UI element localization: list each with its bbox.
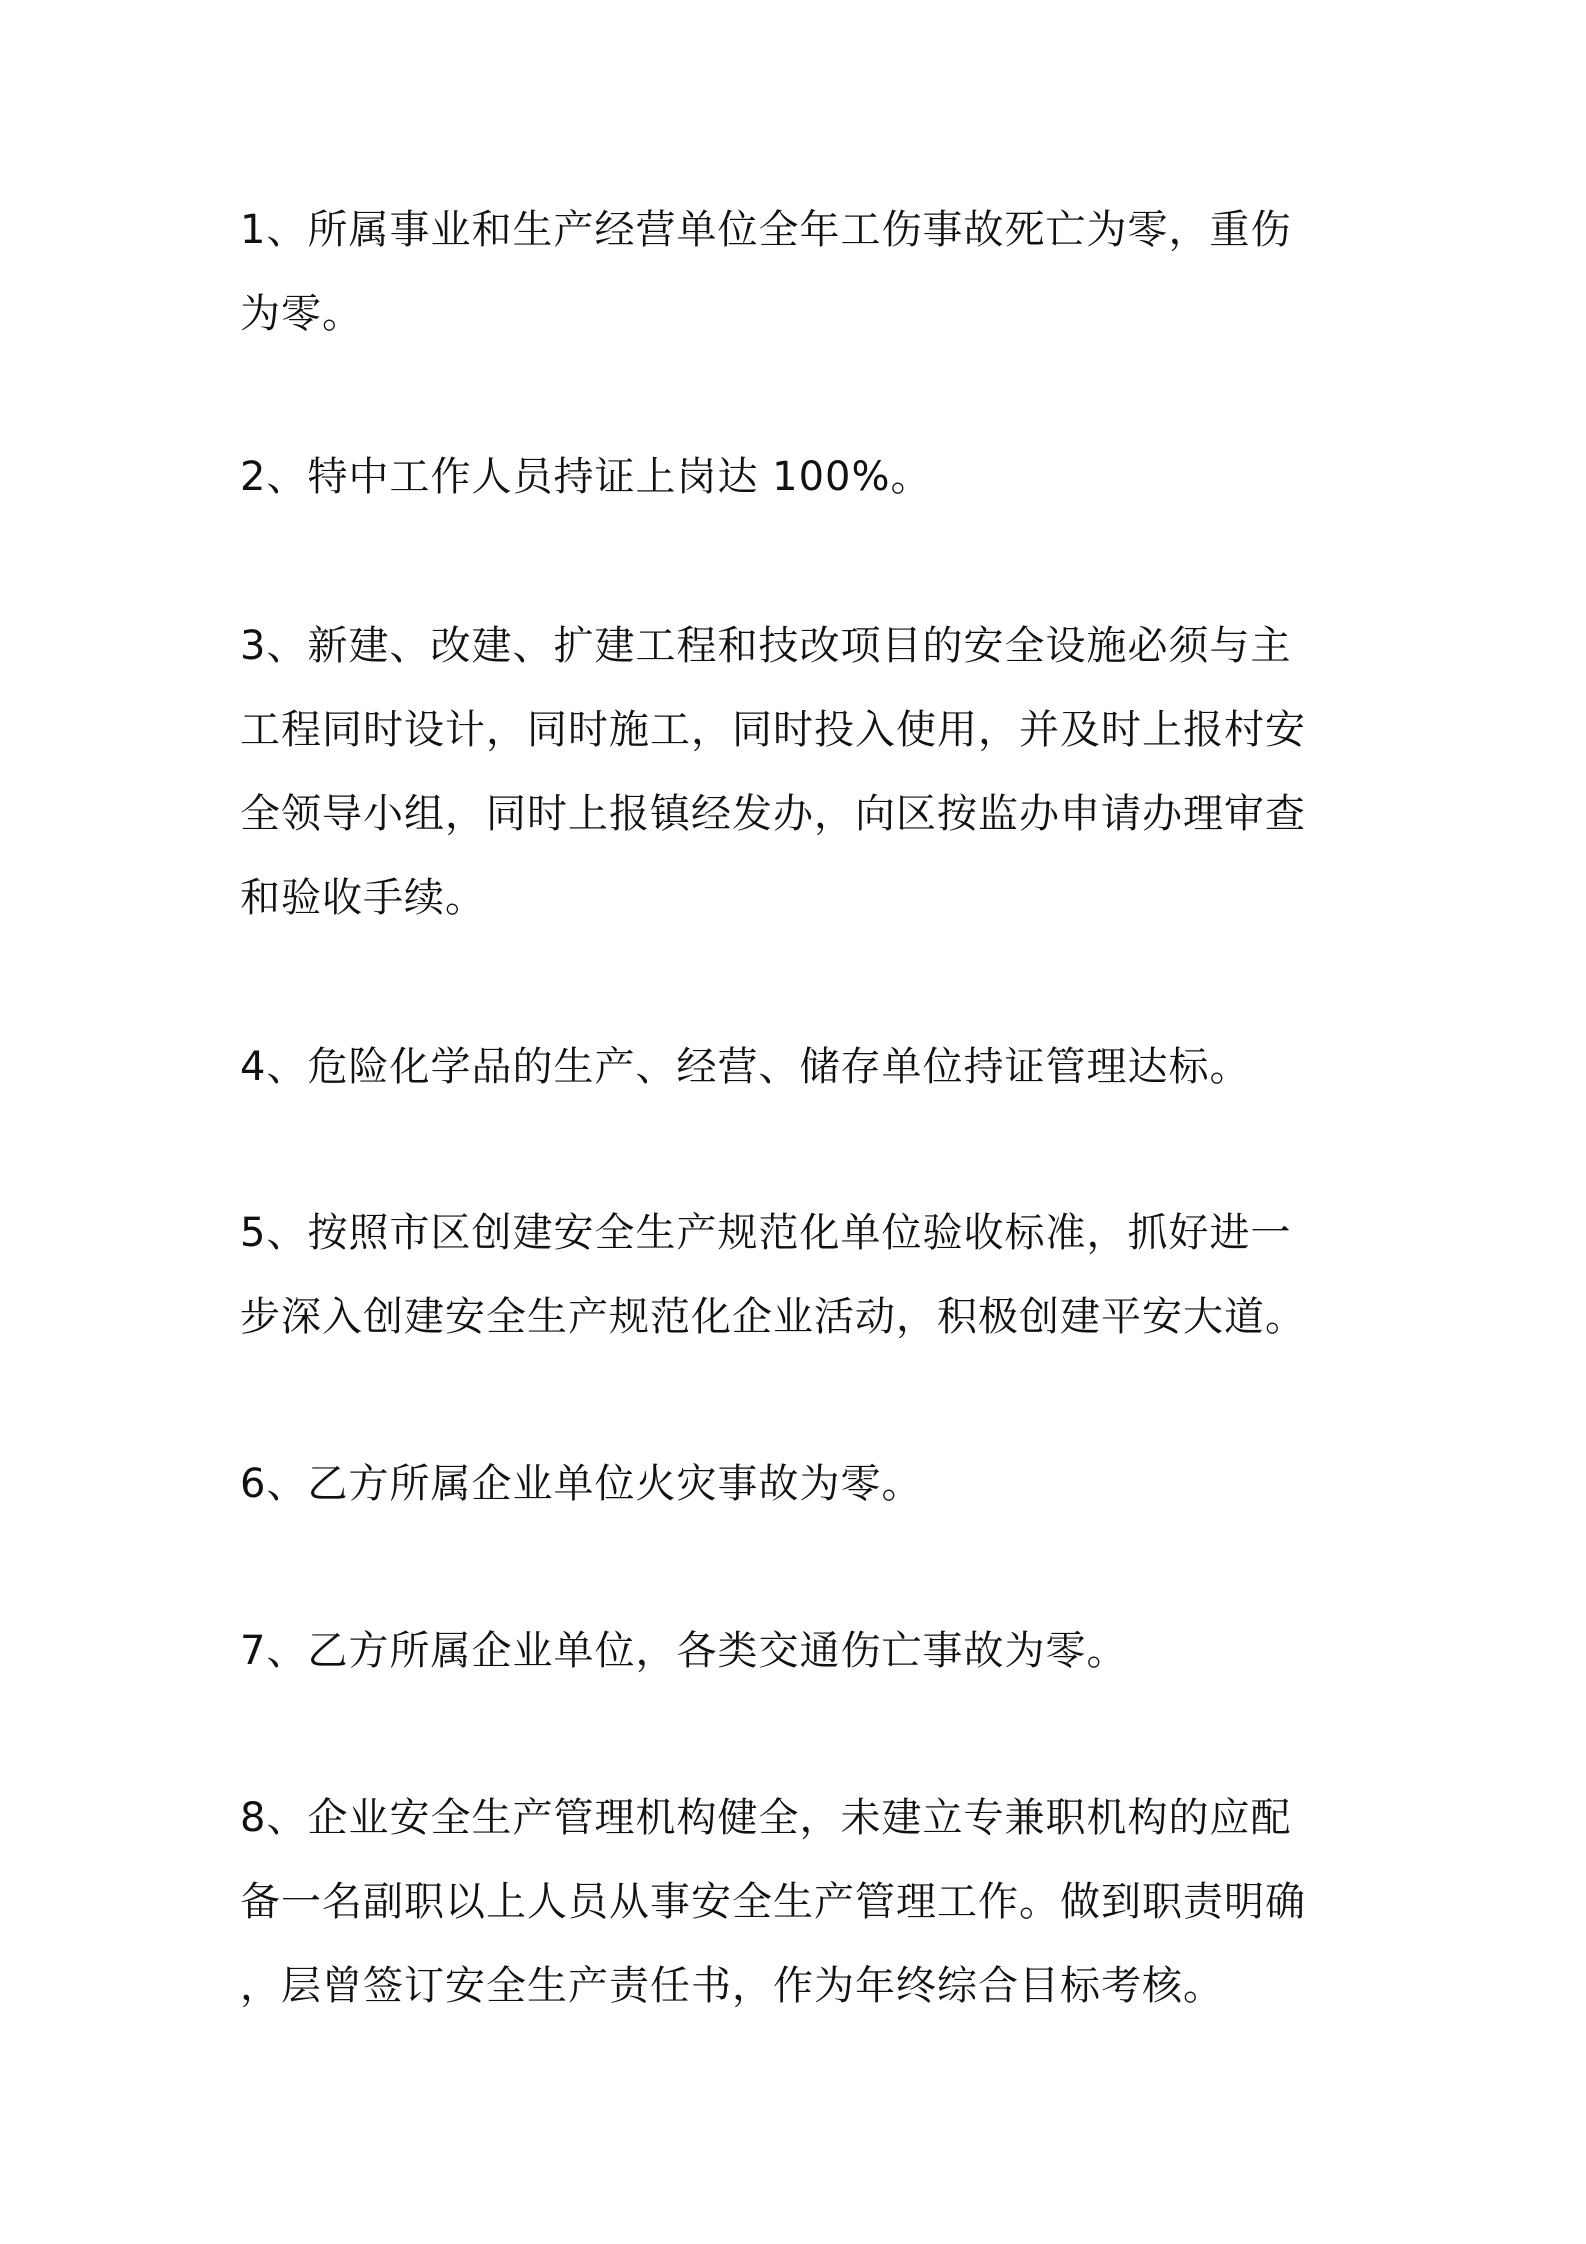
item-8-line-1: 8、企业安全生产管理机构健全，未建立专兼职机构的应配 xyxy=(240,1795,1292,1841)
item-4-line-1: 4、危险化学品的生产、经营、储存单位持证管理达标。 xyxy=(240,1044,1251,1090)
list-item-8 xyxy=(240,1776,1360,2028)
list-item-4 xyxy=(240,1025,1360,1109)
list-item-7 xyxy=(240,1609,1360,1693)
item-2-line-1: 2、特中工作人员持证上岗达 100%。 xyxy=(240,454,932,500)
item-3-line-3: 全领导小组，同时上报镇经发办，向区按监办申请办理审查 xyxy=(240,791,1306,837)
item-5-line-1: 5、按照市区创建安全生产规范化单位验收标准，抓好进一 xyxy=(240,1210,1292,1256)
item-1-line-1: 1、所属事业和生产经营单位全年工伤事故死亡为零，重伤 xyxy=(240,207,1292,253)
list-item-1 xyxy=(240,188,1360,356)
item-3-line-2: 工程同时设计，同时施工，同时投入使用，并及时上报村安 xyxy=(240,707,1306,753)
list-item-3 xyxy=(240,604,1360,940)
item-7-line-1: 7、乙方所属企业单位，各类交通伤亡事故为零。 xyxy=(240,1628,1128,1674)
item-1-line-2: 为零。 xyxy=(240,291,363,337)
item-6-line-1: 6、乙方所属企业单位火灾事故为零。 xyxy=(240,1461,923,1507)
item-8-line-2: 备一名副职以上人员从事安全生产管理工作。做到职责明确 xyxy=(240,1879,1306,1925)
item-3-line-4: 和验收手续。 xyxy=(240,875,486,921)
item-5-line-2: 步深入创建安全生产规范化企业活动，积极创建平安大道。 xyxy=(240,1294,1306,1340)
item-3-line-1: 3、新建、改建、扩建工程和技改项目的安全设施必须与主 xyxy=(240,623,1292,669)
list-item-5 xyxy=(240,1191,1360,1359)
list-item-2 xyxy=(240,435,1360,519)
item-8-line-3: ，层曾签订安全生产责任书，作为年终综合目标考核。 xyxy=(240,1963,1224,2009)
list-item-6 xyxy=(240,1442,1360,1526)
